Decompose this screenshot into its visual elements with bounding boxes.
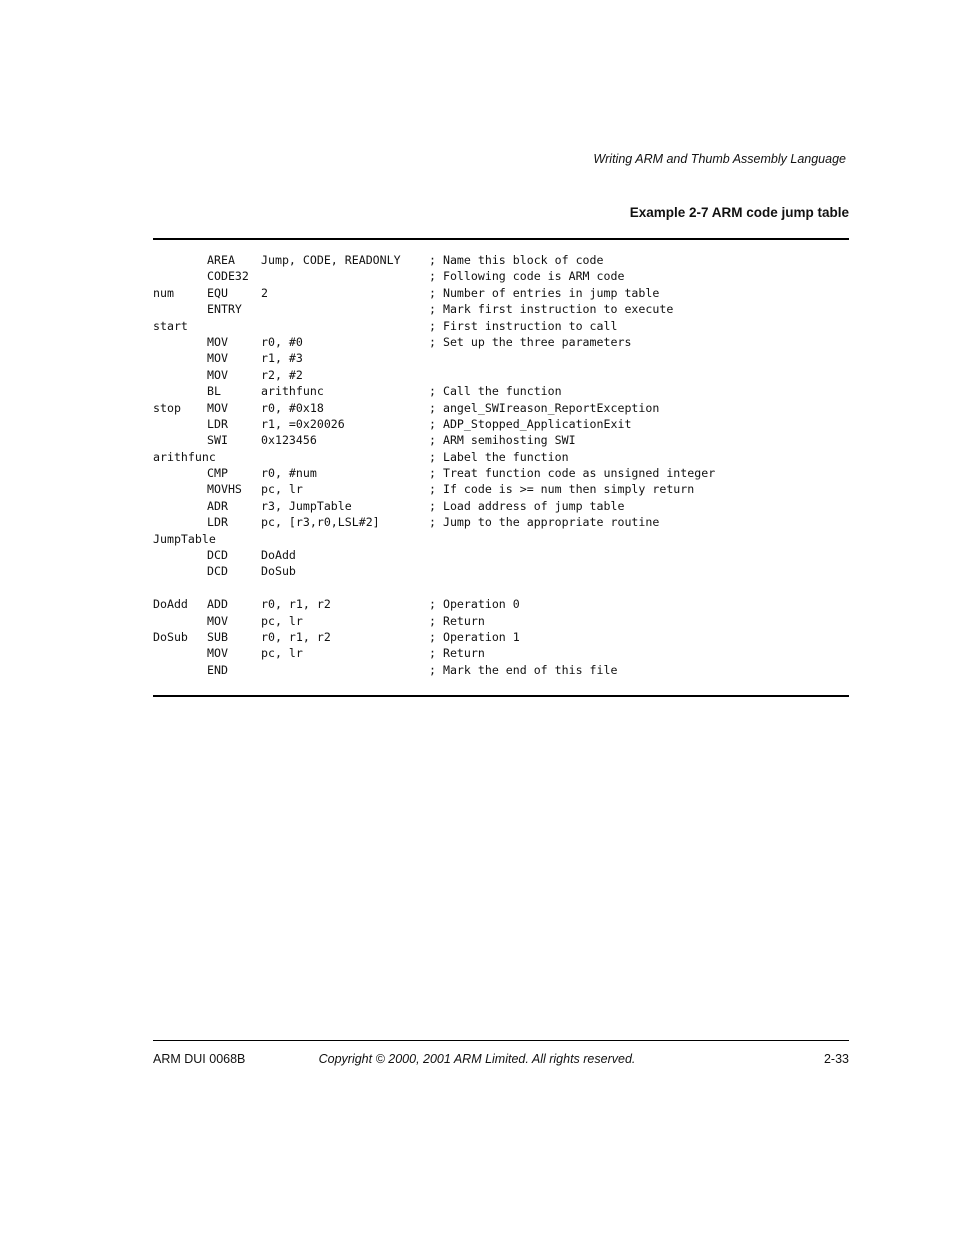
code-line <box>153 318 849 334</box>
code-opcode: EQU <box>207 285 228 300</box>
code-opcode: MOV <box>207 646 228 661</box>
code-comment: ; Number of entries in jump table <box>429 285 660 300</box>
code-line <box>153 465 849 481</box>
code-label: stop <box>153 400 181 415</box>
code-opcode: DCD <box>207 564 228 579</box>
code-operands: r1, #3 <box>261 351 303 366</box>
code-line <box>153 531 849 547</box>
code-operands: pc, [r3,r0,LSL#2] <box>261 515 380 530</box>
code-operands: 2 <box>261 285 268 300</box>
code-comment: ; Operation 1 <box>429 629 520 644</box>
code-opcode: LDR <box>207 515 228 530</box>
code-operands: r3, JumpTable <box>261 498 352 513</box>
code-comment: ; Operation 0 <box>429 597 520 612</box>
code-label: num <box>153 285 174 300</box>
code-comment: ; Treat function code as unsigned integer <box>429 466 716 481</box>
code-line <box>153 563 849 579</box>
code-opcode: AREA <box>207 253 235 267</box>
code-line <box>153 285 849 301</box>
example-title: Example 2-7 ARM code jump table <box>629 205 849 220</box>
code-line <box>153 301 849 317</box>
code-opcode: SWI <box>207 433 228 448</box>
code-label: DoSub <box>153 629 188 644</box>
code-line <box>153 514 849 530</box>
footer-page-number: 2-33 <box>823 1052 849 1066</box>
code-comment: ; ADP_Stopped_ApplicationExit <box>429 416 632 431</box>
code-opcode: MOV <box>207 351 228 366</box>
footer-rule <box>153 1040 849 1041</box>
code-operands: r0, r1, r2 <box>261 597 331 612</box>
code-line <box>153 498 849 514</box>
code-comment: ; Name this block of code <box>429 253 604 267</box>
code-operands: DoAdd <box>261 548 296 563</box>
running-header: Writing ARM and Thumb Assembly Language <box>593 152 846 166</box>
code-operands: r0, r1, r2 <box>261 629 331 644</box>
code-line <box>153 449 849 465</box>
code-comment: ; Label the function <box>429 449 569 464</box>
code-comment: ; Mark first instruction to execute <box>429 302 674 317</box>
code-operands: arithfunc <box>261 384 324 399</box>
code-comment: ; First instruction to call <box>429 318 618 333</box>
code-line <box>153 416 849 432</box>
code-line <box>153 383 849 399</box>
code-comment: ; Load address of jump table <box>429 498 625 513</box>
code-comment: ; angel_SWIreason_ReportException <box>429 400 660 415</box>
code-operands: pc, lr <box>261 482 303 497</box>
code-label: JumpTable <box>153 531 216 546</box>
code-line <box>153 580 849 596</box>
code-label: start <box>153 318 188 333</box>
code-opcode: MOVHS <box>207 482 242 497</box>
code-operands: Jump, CODE, READONLY <box>261 253 401 267</box>
code-opcode: ADD <box>207 597 228 612</box>
code-line <box>153 268 849 284</box>
code-comment: ; Following code is ARM code <box>429 269 625 284</box>
code-opcode: ADR <box>207 498 228 513</box>
code-line <box>153 645 849 661</box>
code-listing <box>153 252 849 678</box>
code-line <box>153 350 849 366</box>
code-label: arithfunc <box>153 449 216 464</box>
code-opcode: CODE32 <box>207 269 249 284</box>
code-comment: ; If code is >= num then simply return <box>429 482 695 497</box>
code-comment: ; Call the function <box>429 384 562 399</box>
code-operands: r0, #0 <box>261 334 303 349</box>
code-line <box>153 547 849 563</box>
top-rule <box>153 238 849 240</box>
code-opcode: ENTRY <box>207 302 242 317</box>
code-operands: pc, lr <box>261 613 303 628</box>
code-line <box>153 613 849 629</box>
code-operands: r0, #num <box>261 466 317 481</box>
code-label: DoAdd <box>153 597 188 612</box>
code-comment: ; Return <box>429 646 485 661</box>
code-line <box>153 334 849 350</box>
code-comment: ; Set up the three parameters <box>429 334 632 349</box>
code-operands: r0, #0x18 <box>261 400 324 415</box>
code-operands: pc, lr <box>261 646 303 661</box>
code-opcode: MOV <box>207 400 228 415</box>
code-comment: ; Jump to the appropriate routine <box>429 515 660 530</box>
code-line <box>153 432 849 448</box>
code-comment: ; Return <box>429 613 485 628</box>
code-line <box>153 596 849 612</box>
code-line <box>153 481 849 497</box>
code-opcode: BL <box>207 384 221 399</box>
code-line <box>153 367 849 383</box>
code-opcode: END <box>207 662 228 677</box>
code-opcode: LDR <box>207 416 228 431</box>
footer-doc-id: ARM DUI 0068B <box>153 1052 246 1066</box>
code-opcode: DCD <box>207 548 228 563</box>
bottom-rule <box>153 695 849 697</box>
code-opcode: SUB <box>207 629 228 644</box>
code-opcode: MOV <box>207 367 228 382</box>
code-line <box>153 629 849 645</box>
code-comment: ; ARM semihosting SWI <box>429 433 576 448</box>
code-line <box>153 662 849 678</box>
code-operands: 0x123456 <box>261 433 317 448</box>
code-operands: DoSub <box>261 564 296 579</box>
code-opcode: MOV <box>207 334 228 349</box>
code-line <box>153 400 849 416</box>
code-opcode: MOV <box>207 613 228 628</box>
code-line <box>153 252 849 268</box>
code-operands: r2, #2 <box>261 367 303 382</box>
code-operands: r1, =0x20026 <box>261 416 345 431</box>
code-comment: ; Mark the end of this file <box>429 662 618 677</box>
code-opcode: CMP <box>207 466 228 481</box>
footer-copyright: Copyright © 2000, 2001 ARM Limited. All rights reserved. <box>318 1052 636 1066</box>
